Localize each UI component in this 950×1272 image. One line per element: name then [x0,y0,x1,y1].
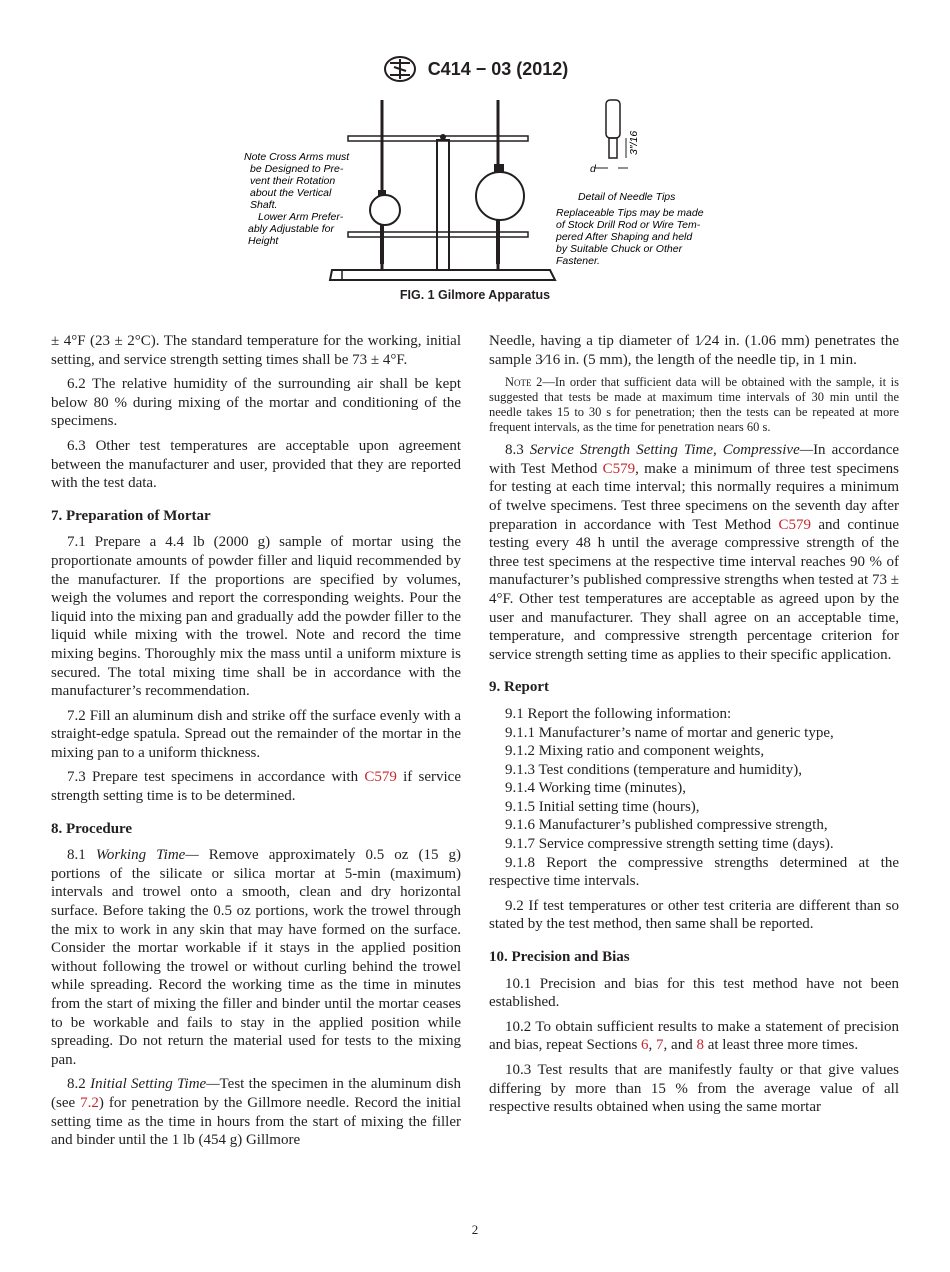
paragraph: 7.1 Prepare a 4.4 lb (2000 g) sample of mortar using the proportionate amounts of powder filler and liquid recommended by the manufacturer. If the proportions are specified by volumes, weigh the volumes and report the corresponding weights. Pour the liquid into the mixing pan and gradually add the powder filler to the liquid while mixing with the trowel. Note and record the time mixing begins. Thoroughly mix the mass until a uniform mixture is secured. The total mixing time shall be in accordance with the manufacturer’s recommendation. [51,534,461,700]
fig-label: vent their Rotation [250,175,336,187]
list-item: 9.1.2 Mixing ratio and component weights, [505,743,765,760]
reference-link[interactable]: C579 [778,516,811,533]
fig-label: ably Adjustable for [248,223,334,235]
gilmore-apparatus-figure [230,92,720,292]
section-link[interactable]: 7 [656,1037,664,1054]
list-item: 9.1.5 Initial setting time (hours), [505,798,700,815]
fig-label: Height [248,235,279,247]
page-header [0,55,950,83]
section-heading: 10. Precision and Bias [489,949,630,966]
list-item: 9.1.4 Working time (minutes), [505,780,686,797]
paragraph: 6.2 The relative humidity of the surrounding air shall be kept below 80 % during mixing of the mortar and conditioning of the specimens. [51,376,461,430]
section-heading: 8. Procedure [51,820,133,837]
standard-designation: C414 − 03 (2012) [427,58,569,79]
fig-label: Lower Arm Prefer- [258,211,344,223]
right-column [489,332,899,1123]
list-item: 9.1.6 Manufacturer’s published compressive strength, [505,817,828,834]
fig-label: be Designed to Pre- [250,163,344,175]
dim-frac-label: 3″/16 [628,130,640,155]
note: Note 2—In order that sufficient data will be obtained with the sample, it is suggested that tests be made at maximum time intervals of 30 min until the needle takes 15 to 30 s for penetration; then the tests can be repeated at more frequent intervals, as the time for penetration nears 60 s. [489,375,899,435]
list-item: 9.1.7 Service compressive strength setting time (days). [505,836,834,853]
page-number: 2 [471,1222,479,1237]
paragraph: 9.2 If test temperatures or other test criteria are different than so stated by the test method, then same shall be reported. [489,897,899,933]
left-column [51,332,461,1156]
fig-label: Shaft. [250,199,278,211]
paragraph: 6.3 Other test temperatures are acceptable upon agreement between the manufacturer and user, provided that they are reported with the test data. [51,437,461,492]
astm-logo-icon [382,55,418,83]
paragraph: Needle, having a tip diameter of 1⁄24 in. (1.06 mm) penetrates the sample 3⁄16 in. (5 mm), the length of the needle tip, in 1 min. [489,333,899,368]
paragraph: 10.1 Precision and bias for this test method have not been established. [489,975,899,1011]
fig-label: about the Vertical [250,187,332,199]
reference-link[interactable]: C579 [602,460,636,477]
dim-d-label: d [590,163,596,175]
fig-label: Fastener. [556,255,600,267]
fig-label: by Suitable Chuck or Other [556,243,683,255]
fig-label: Detail of Needle Tips [578,191,676,203]
reference-link[interactable]: C579 [364,769,397,786]
reference-link[interactable]: 7.2 [80,1094,99,1111]
fig-label: Note Cross Arms must [244,151,350,163]
fig-label: pered After Shaping and held [556,231,693,243]
paragraph: 8.1 Working Time— Remove approximately 0.5 oz (15 g) portions of the silicate or silica mortar at 5-min (maximum) intervals and trowel onto a smooth, clean and dry horizontal surface. Before taking the 0.5 oz portions, work the trowel through the mix to work in any skin that may have formed on the surface. Consider the mortar workable if it stays in the applied position without following the trowel or without curling behind the trowel while spreading. Record the working time as the time in minutes from the start of mixing the filler and binder until the mortar ceases to be workable and fails to stay in the applied position while spreading. Do not return the material used for tests to the mixing pan. [51,847,461,1068]
paragraph: 7.3 Prepare test specimens in accordance with C579 if service strength setting time is to be determined. [51,769,461,805]
figure-caption: FIG. 1 Gilmore Apparatus [399,288,551,302]
paragraph: 10.3 Test results that are manifestly faulty or that give values differing by more than 15 % from the average value of all respective results obtained when using the same mortar [489,1062,899,1116]
report-list [489,705,899,891]
fig-label: Replaceable Tips may be made [556,207,704,219]
section-link[interactable]: 6 [641,1037,649,1054]
list-item: 9.1 Report the following information: [505,705,732,722]
section-heading: 7. Preparation of Mortar [51,507,211,524]
list-item: 9.1.1 Manufacturer’s name of mortar and generic type, [505,724,834,741]
list-item: 9.1.3 Test conditions (temperature and humidity), [505,761,802,778]
paragraph: ± 4°F (23 ± 2°C). The standard temperature for the working, initial setting, and service strength setting times shall be 73 ± 4°F. [51,333,461,368]
section-link[interactable]: 8 [696,1037,704,1054]
paragraph: 10.2 To obtain sufficient results to make a statement of precision and bias, repeat Sections 6, 7, and 8 at least three more times. [489,1018,899,1054]
fig-label: of Stock Drill Rod or Wire Tem- [556,219,701,231]
section-heading: 9. Report [489,679,549,696]
paragraph: 8.3 Service Strength Setting Time, Compressive—In accordance with Test Method C579, make a minimum of three test specimens for testing at each time interval; this normally requires a minimum of twelve specimens. Test three specimens on the seventh day after preparation in accordance with Test Method C579 and continue testing every 48 h until the average compressive strength of the three test specimens at the respective time interval reaches 90 % of manufacturer’s published compressive strengths when tested at 73 ± 4°F. Other test temperatures are acceptable as agreed upon by the user and manufacturer. They shall agree on an acceptable time, temperature, and compressive strength percentage criterion for service strength setting time as applies to their specific application. [489,442,900,663]
list-item: 9.1.8 Report the compressive strengths determined at the respective time intervals. [489,854,899,890]
paragraph: 7.2 Fill an aluminum dish and strike off the surface evenly with a straight-edge spatula. Spread out the remainder of the mortar in the mixing pan to a uniform thickness. [51,707,461,761]
paragraph: 8.2 Initial Setting Time—Test the specimen in the aluminum dish (see 7.2) for penetration by the Gillmore needle. Record the initial setting time as the time in hours from the start of mixing the filler and binder until the 1 lb (454 g) Gillmore [51,1076,462,1149]
